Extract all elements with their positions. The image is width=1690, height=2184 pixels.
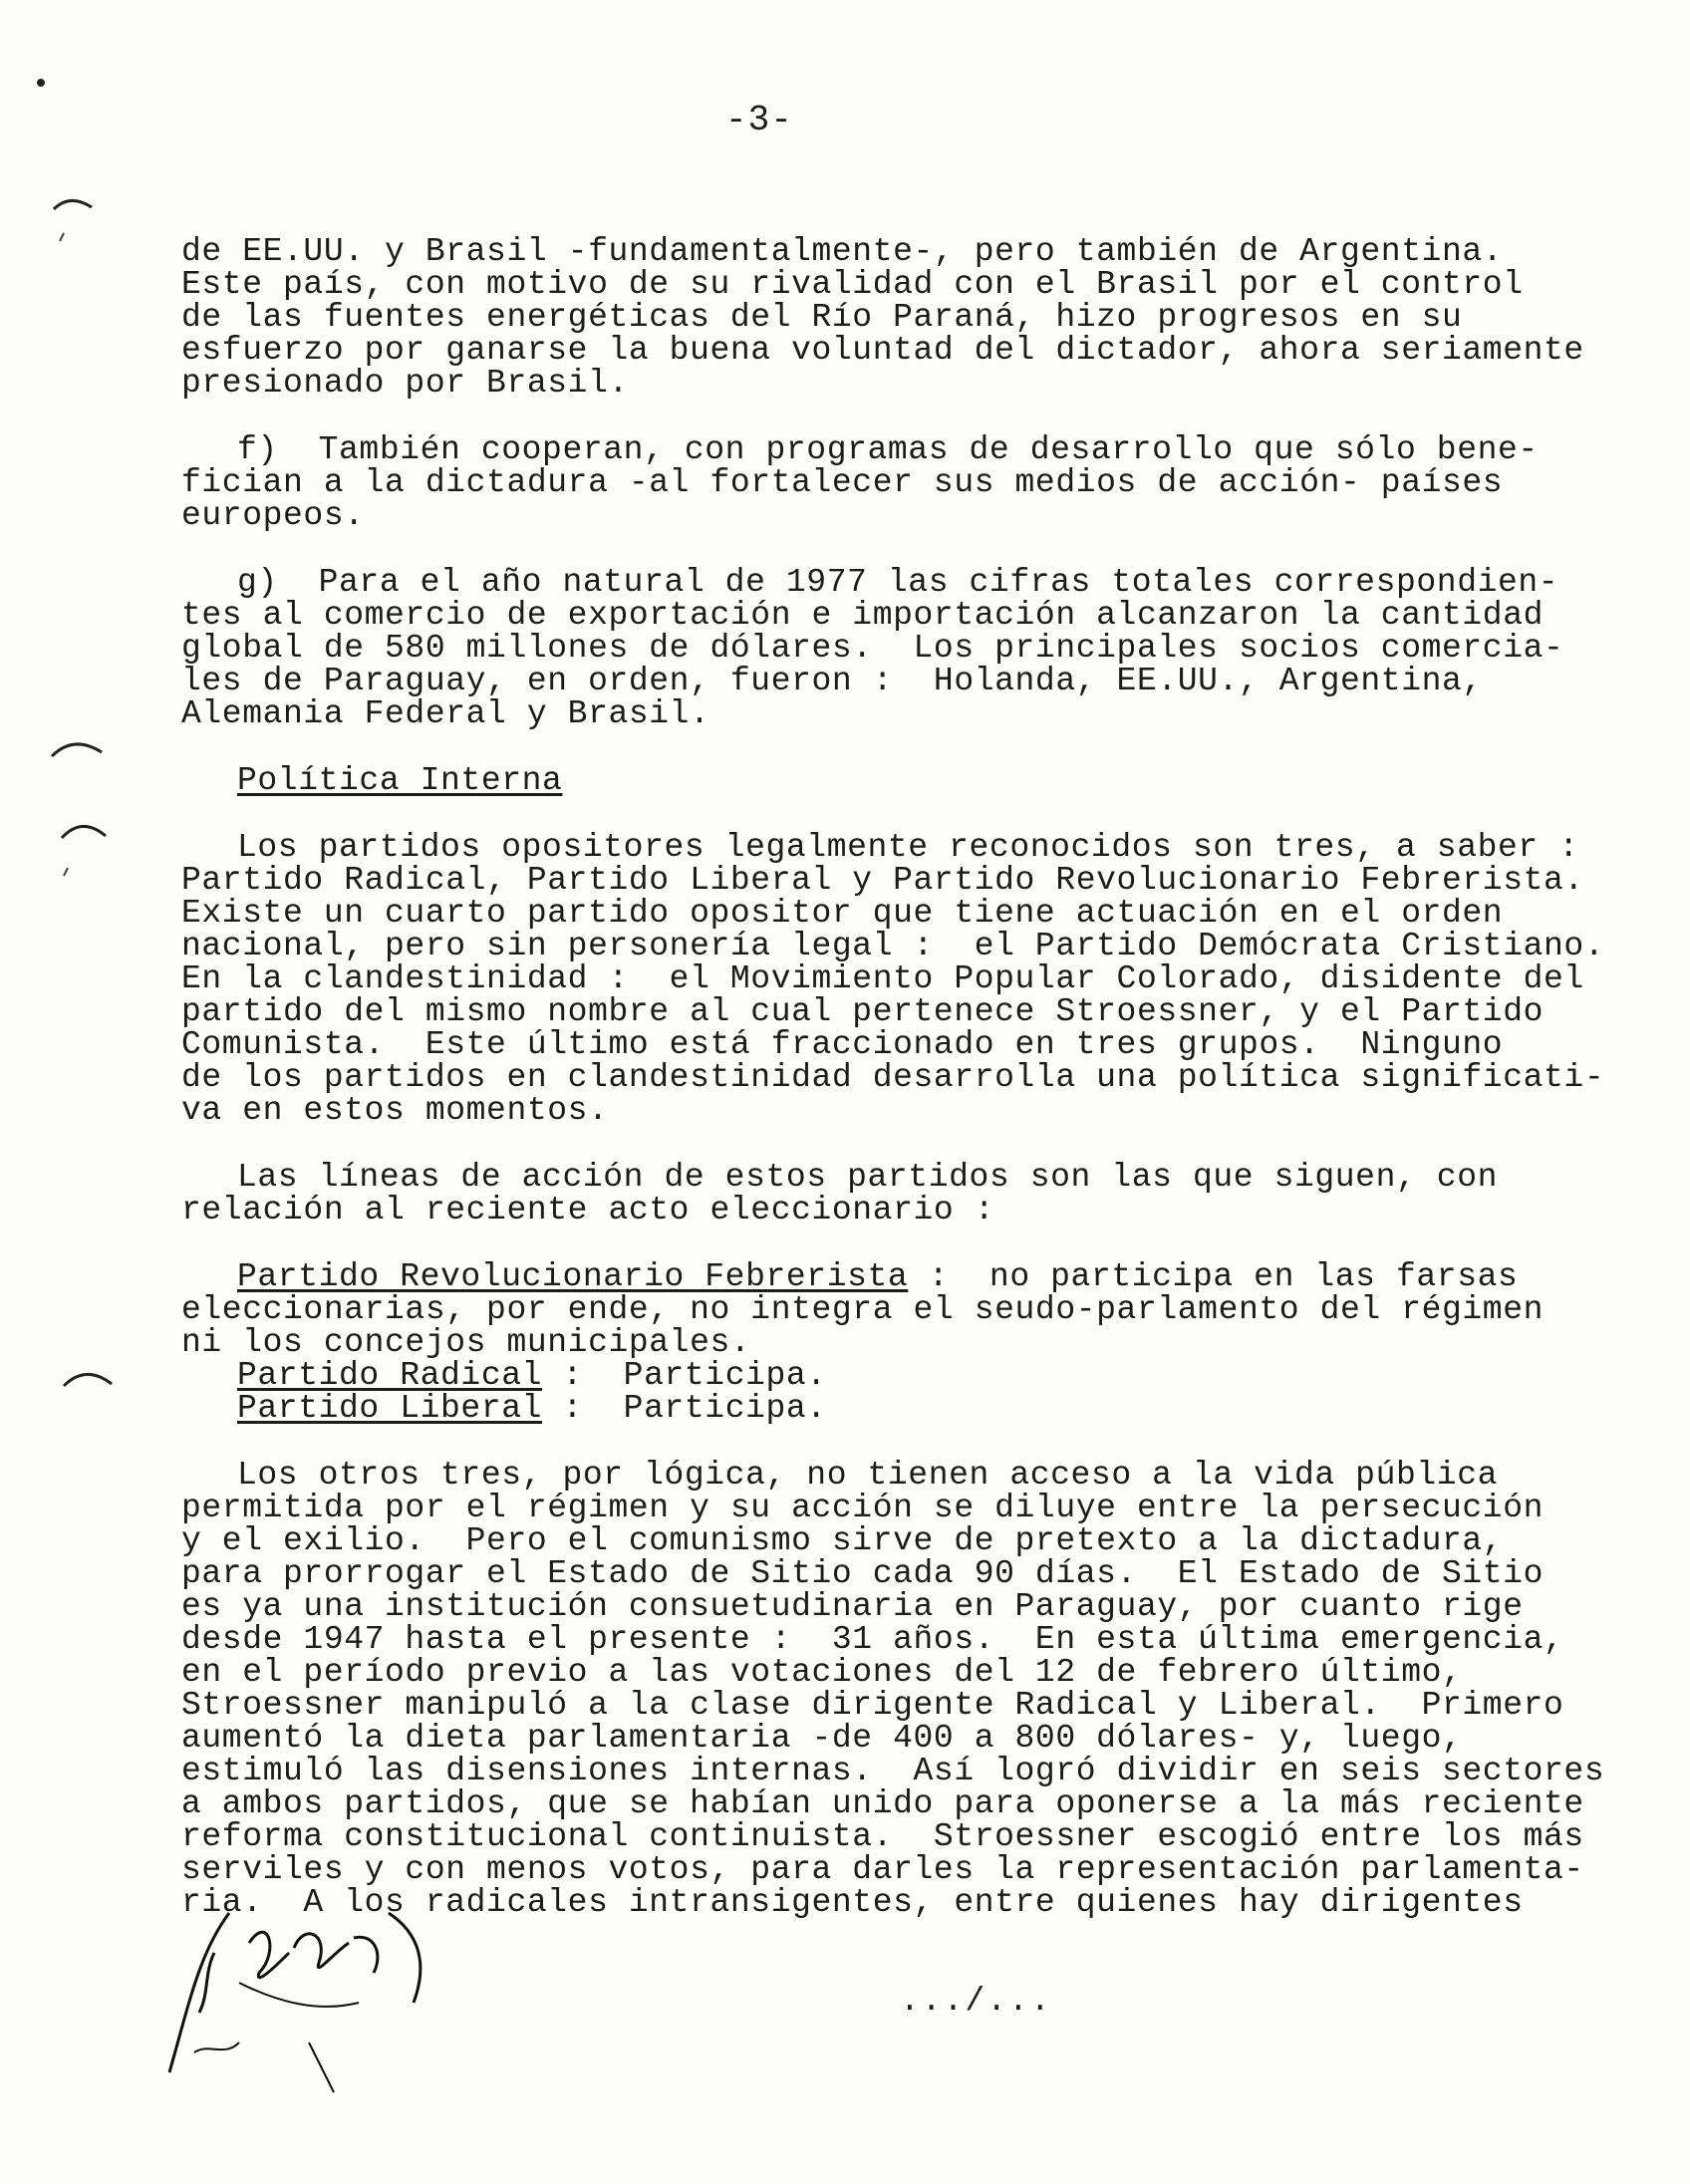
party-stance: : Participa. — [542, 1390, 827, 1427]
paragraph-continuation — [181, 235, 1636, 400]
punch-mark-bottom-icon — [60, 1360, 120, 1400]
text-line: ni los concejos municipales. — [181, 1324, 751, 1361]
text-line: f) También cooperan, con programas de desarrollo que sólo bene- — [237, 431, 1539, 468]
text-line: aumentó la dieta parlamentaria -de 400 a 800 dólares- y, luego, — [181, 1720, 1463, 1757]
text-line: para prorrogar el Estado de Sitio cada 90 días. El Estado de Sitio — [181, 1555, 1545, 1592]
text-line: Comunista. Este último está fraccionado en tres grupos. Ninguno — [181, 1026, 1504, 1063]
text-line: global de 580 millones de dólares. Los principales socios comercia- — [181, 630, 1564, 667]
paragraph-g — [181, 566, 1636, 730]
punch-mark-middle-icon — [48, 732, 108, 772]
text-line: va en estos momentos. — [181, 1092, 609, 1129]
text-line: de EE.UU. y Brasil -fundamentalmente-, pero también de Argentina. — [181, 233, 1504, 270]
text-line: Existe un cuarto partido opositor que tiene actuación en el orden — [181, 895, 1504, 932]
text-line: Este país, con motivo de su rivalidad con el Brasil por el control — [181, 266, 1524, 303]
party-radical — [237, 1359, 1636, 1392]
paragraph-f — [181, 433, 1636, 532]
punch-mark-top-icon — [50, 189, 100, 249]
text-line: desde 1947 hasta el presente : 31 años. En esta última emergencia, — [181, 1621, 1564, 1658]
text-line: serviles y con menos votos, para darles la representación parlamenta- — [181, 1851, 1584, 1888]
text-line: partido del mismo nombre al cual pertenece Stroessner, y el Partido — [181, 993, 1545, 1030]
text-line: de los partidos en clandestinidad desarrolla una política significati- — [181, 1059, 1605, 1096]
section-heading — [237, 764, 1636, 797]
text-line: estimuló las disensiones internas. Así logró dividir en seis sectores — [181, 1753, 1605, 1789]
text-line: en el período previo a las votaciones del 12 de febrero último, — [181, 1654, 1463, 1691]
text-line: relación al reciente acto eleccionario : — [181, 1192, 995, 1228]
paragraph-otros — [181, 1459, 1636, 1919]
text-line: En la clandestinidad : el Movimiento Popular Colorado, disidente del — [181, 960, 1584, 997]
party-name: Partido Liberal — [237, 1390, 543, 1427]
text-line: es ya una institución consuetudinaria en Paraguay, por cuanto rige — [181, 1588, 1524, 1625]
party-name: Partido Revolucionario Febrerista — [237, 1258, 909, 1295]
text-line: permitida por el régimen y su acción se diluye entre la persecución — [181, 1490, 1545, 1526]
text-line: tes al comercio de exportación e importación alcanzaron la cantidad — [181, 597, 1545, 634]
text-line: a ambos partidos, que se habían unido para oponerse a la más reciente — [181, 1785, 1584, 1822]
text-line: y el exilio. Pero el comunismo sirve de pretexto a la dictadura, — [181, 1522, 1504, 1559]
text-line: fician a la dictadura -al fortalecer sus medios de acción- países — [181, 464, 1504, 501]
document-body — [181, 235, 1636, 1919]
text-line: eleccionarias, por ende, no integra el seudo-parlamento del régimen — [181, 1291, 1545, 1328]
party-stance: : no participa en las farsas — [908, 1258, 1519, 1295]
text-line: Partido Radical, Partido Liberal y Partido Revolucionario Febrerista. — [181, 862, 1584, 899]
party-liberal — [237, 1392, 1636, 1425]
handwritten-signature-icon — [159, 1893, 478, 2132]
text-line: Los partidos opositores legalmente reconocidos son tres, a saber : — [237, 829, 1579, 866]
text-line: Alemania Federal y Brasil. — [181, 695, 710, 732]
text-line: de las fuentes energéticas del Río Paraná, hizo progresos en su — [181, 299, 1463, 336]
party-febrerista — [237, 1260, 1636, 1293]
dot-mark-icon — [34, 76, 48, 90]
text-line: nacional, pero sin personería legal : el Partido Demócrata Cristiano. — [181, 928, 1605, 964]
text-line: g) Para el año natural de 1977 las cifras totales correspondien- — [237, 564, 1559, 601]
text-line: europeos. — [181, 497, 365, 534]
page-number: -3- — [725, 100, 793, 140]
party-stance: : Participa. — [542, 1357, 827, 1394]
paragraph-partidos — [181, 831, 1636, 1127]
punch-mark-lower-icon — [56, 812, 116, 882]
text-line: Las líneas de acción de estos partidos son las que siguen, con — [237, 1159, 1498, 1196]
text-line: Los otros tres, por lógica, no tienen acceso a la vida pública — [237, 1457, 1498, 1494]
text-line: Stroessner manipuló a la clase dirigente Radical y Liberal. Primero — [181, 1687, 1564, 1724]
party-name: Partido Radical — [237, 1357, 543, 1394]
section-heading-text: Política Interna — [237, 762, 563, 799]
text-line: les de Paraguay, en orden, fueron : Holanda, EE.UU., Argentina, — [181, 663, 1483, 699]
continuation-mark: .../... — [900, 1983, 1052, 2020]
text-line: ria. A los radicales intransigentes, entre quienes hay dirigentes — [181, 1884, 1524, 1921]
text-line: presionado por Brasil. — [181, 365, 629, 402]
text-line: esfuerzo por ganarse la buena voluntad del dictador, ahora seriamente — [181, 332, 1584, 369]
paragraph-lineas — [181, 1161, 1636, 1227]
party-list — [181, 1260, 1636, 1425]
text-line: reforma constitucional continuista. Stroessner escogió entre los más — [181, 1818, 1584, 1855]
